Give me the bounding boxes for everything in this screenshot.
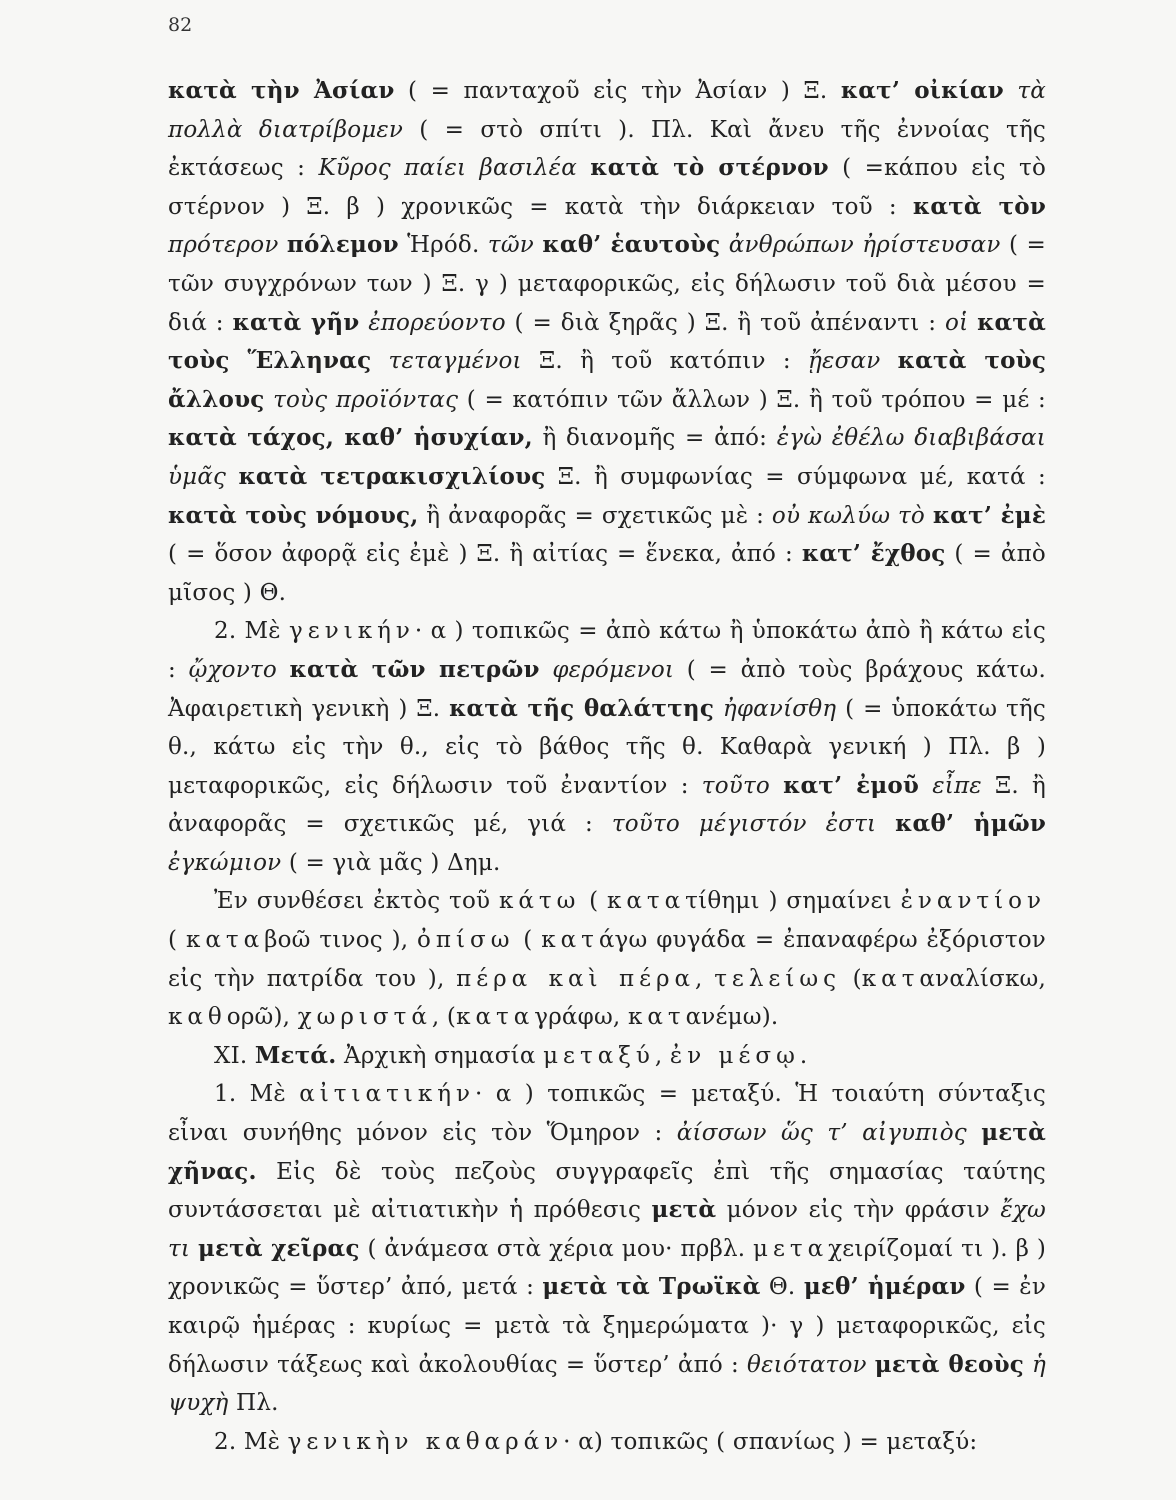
spaced-term: κατ bbox=[541, 927, 599, 954]
text-run: , ( bbox=[431, 1004, 457, 1031]
italic-quote: τοῦτο μέγιστόν ἐστι bbox=[611, 811, 877, 838]
italic-quote: οὐ κωλύω τὸ bbox=[771, 502, 925, 529]
italic-quote: ἡ ψυχὴ bbox=[168, 1351, 1047, 1417]
paragraph bbox=[168, 72, 1046, 612]
text-run bbox=[967, 1120, 981, 1146]
text-run bbox=[190, 1236, 198, 1262]
text-run: ( = ὅσον ἀφορᾷ εἰς ἐμὲ ) Ξ. ἢ αἰτίας = ἕνεκα, ἀπό : bbox=[168, 541, 802, 568]
text-run: ἢ διανομῆς = ἀπό: bbox=[532, 425, 777, 452]
bold-term: μετὰ τὰ Τρωϊκὰ bbox=[542, 1273, 761, 1301]
text-run bbox=[925, 503, 933, 529]
spaced-term: ἐν μέσῳ bbox=[669, 1042, 800, 1069]
text-run: 2. Μὲ bbox=[214, 1428, 288, 1455]
spaced-term: καθ bbox=[168, 1004, 227, 1031]
bold-term: μετὰ θεοὺς bbox=[874, 1350, 1024, 1378]
text-run bbox=[277, 657, 290, 683]
spaced-term: χωριστά bbox=[297, 1004, 432, 1031]
text-run: Εἰς δὲ τοὺς πεζοὺς συγγραφεῖς ἐπὶ τῆς σημασίας ταύτης συντάσσεται μὲ αἰτιατικὴν ἡ πρόθεσις bbox=[168, 1158, 1046, 1224]
text-run: · α) τοπικῶς ( σπανίως ) = μεταξύ: bbox=[563, 1428, 978, 1455]
bold-term: κατὰ τὴν Ἀσίαν bbox=[168, 77, 395, 104]
text-run: Ἡρόδ. bbox=[398, 232, 488, 259]
spaced-term: μεταξύ bbox=[543, 1042, 655, 1069]
bold-term: κατὰ τοὺς νόμους, bbox=[168, 501, 419, 529]
paragraph bbox=[168, 1423, 1046, 1462]
text-run: ( ἀνάμεσα στὰ χέρια μου· πρβλ. bbox=[359, 1235, 754, 1262]
text-run: ( = στὸ σπίτι ). Πλ. Καὶ ἄνευ τῆς ἐννοίας τῆς ἐκτάσεως : bbox=[168, 116, 1047, 182]
text-run: Θ. bbox=[760, 1274, 804, 1301]
text-run bbox=[720, 232, 728, 258]
bold-term: Μετά. bbox=[254, 1041, 337, 1069]
text-run: . bbox=[799, 1042, 808, 1069]
text-run: ( = ἀπὸ τοὺς βράχους κάτω. Ἀφαιρετικὴ γενικὴ ) Ξ. bbox=[168, 656, 1046, 722]
text-run bbox=[880, 348, 897, 374]
spaced-term: κατα bbox=[456, 1004, 535, 1031]
bold-term: καθ’ ἑαυτοὺς bbox=[542, 231, 721, 259]
text-run bbox=[770, 773, 783, 799]
text-run bbox=[1004, 78, 1017, 104]
text-run bbox=[371, 348, 388, 374]
paragraph bbox=[168, 612, 1046, 882]
bold-term: κατ’ ἐμοῦ bbox=[783, 771, 920, 799]
bold-term: κατὰ γῆν bbox=[232, 308, 360, 336]
paragraph bbox=[168, 1037, 1046, 1076]
text-run: μόνον εἰς τὴν φράσιν bbox=[716, 1197, 1001, 1224]
spaced-term: γενικὴν καθαράν bbox=[287, 1428, 564, 1455]
bold-term: κατὰ τὸ στέρνον bbox=[590, 154, 829, 182]
text-run: Ἀρχικὴ σημασία bbox=[336, 1042, 544, 1069]
paragraph bbox=[168, 1075, 1046, 1422]
italic-quote: ἐγκώμιον bbox=[168, 849, 282, 876]
italic-quote: ἀίσσων ὥς τ’ αἰγυπιὸς bbox=[676, 1120, 967, 1147]
italic-quote: θειότατον bbox=[747, 1351, 867, 1378]
text-run: Ξ. ἢ ἀναφορᾶς = σχετικῶς μέ, γιά : bbox=[168, 772, 1047, 838]
text-run bbox=[577, 155, 590, 181]
bold-term: κατὰ τάχος, καθ’ ἡσυχίαν, bbox=[168, 424, 533, 452]
spaced-term: αἰτιατικήν bbox=[299, 1081, 475, 1108]
bold-term: μετὰ χῆνας. bbox=[168, 1119, 1046, 1185]
text-run: , bbox=[695, 965, 715, 992]
text-run: ( = γιὰ μᾶς ) Δημ. bbox=[281, 849, 501, 876]
text-run: XI. bbox=[214, 1042, 255, 1069]
italic-quote: τὰ πολλὰ διατρίβομεν bbox=[168, 78, 1047, 143]
text-run: ( bbox=[580, 888, 607, 915]
text-run: 2. Μὲ bbox=[214, 618, 290, 645]
italic-quote: τῶν bbox=[487, 232, 534, 259]
italic-quote: τεταγμένοι bbox=[388, 348, 522, 375]
bold-term: μετὰ bbox=[651, 1196, 717, 1224]
text-run: ( = ὑποκάτω τῆς θ., κάτω εἰς τὴν θ., εἰς τὸ βάθος τῆς θ. Καθαρὰ γενική ) Πλ. β ) μεταφορικῶς, εἰς δήλωσιν τοῦ ἐναντίον : bbox=[168, 695, 1046, 799]
body-text bbox=[168, 72, 1046, 1461]
text-run bbox=[359, 310, 368, 336]
bold-term: κατὰ τὸν bbox=[912, 192, 1046, 220]
italic-quote: πρότερον bbox=[168, 232, 279, 259]
text-run: ( = τῶν συγχρόνων των ) Ξ. γ ) μεταφορικῶς, εἰς δήλωσιν τοῦ διὰ μέσου = διά : bbox=[168, 232, 1047, 336]
spaced-term: κατα bbox=[185, 927, 265, 954]
spaced-term: κατα bbox=[607, 888, 686, 915]
bold-term: κατὰ τῆς θαλάττης bbox=[449, 694, 715, 722]
text-run: ( bbox=[840, 965, 862, 992]
text-run bbox=[1024, 1352, 1032, 1378]
bold-term: κατ’ ἐμὲ bbox=[932, 501, 1047, 529]
text-run: αναλίσκω, bbox=[919, 965, 1047, 992]
spaced-term: κατ bbox=[861, 965, 920, 992]
italic-quote: Κῦρος παίει βασιλέα bbox=[318, 155, 577, 182]
bold-term: κατὰ τοὺς ἄλλους bbox=[168, 347, 1047, 413]
text-run: ( = πανταχοῦ εἰς τὴν Ἀσίαν ) Ξ. bbox=[394, 78, 841, 104]
spaced-term: πέρα καὶ πέρα bbox=[456, 965, 696, 992]
text-run: Ἐν συνθέσει ἐκτὸς τοῦ bbox=[214, 888, 499, 915]
bold-term: κατὰ τετρακισχιλίους bbox=[238, 462, 546, 490]
text-run: τίθημι ) σημαίνει bbox=[685, 888, 901, 915]
text-run: χειρίζομαί τι ). β ) χρονικῶς = ὕστερ’ ἀπό, μετά : bbox=[168, 1235, 1047, 1301]
italic-quote: ἠφανίσθη bbox=[722, 695, 837, 722]
text-run: ( = διὰ ξηρᾶς ) Ξ. ἢ τοῦ ἀπέναντι : bbox=[505, 309, 946, 336]
bold-term: κατ’ ἔχθος bbox=[801, 540, 946, 568]
page-number: 82 bbox=[168, 14, 193, 36]
text-run: , bbox=[654, 1042, 670, 1069]
italic-quote: ᾔεσαν bbox=[808, 348, 881, 375]
bold-term: καθ’ ἡμῶν bbox=[895, 810, 1046, 838]
text-run bbox=[264, 387, 273, 413]
bold-term: κατὰ τῶν πετρῶν bbox=[289, 655, 540, 683]
text-run: · α ) τοπικῶς = ἀπὸ κάτω ἢ ὑποκάτω ἀπὸ ἢ κάτω εἰς : bbox=[168, 618, 1046, 683]
bold-term: μετὰ χεῖρας bbox=[197, 1234, 360, 1262]
text-run bbox=[867, 1352, 875, 1378]
text-run: Ξ. ἢ τοῦ κατόπιν : bbox=[521, 348, 809, 375]
text-run: ( = κατόπιν τῶν ἄλλων ) Ξ. ἢ τοῦ τρόπου = μέ : bbox=[458, 386, 1047, 413]
italic-quote: φερόμενοι bbox=[552, 656, 675, 683]
text-run: ( bbox=[514, 927, 542, 954]
italic-quote: ἀνθρώπων ἠρίστευσαν bbox=[728, 232, 1001, 259]
italic-quote: εἶπε bbox=[932, 772, 982, 799]
text-run: ( =κάπου εἰς τὸ στέρνον ) Ξ. β ) χρονικῶς = κατὰ τὴν διάρκειαν τοῦ : bbox=[168, 155, 1046, 220]
spaced-term: ὀπίσω bbox=[417, 927, 515, 954]
text-run: Πλ. bbox=[228, 1390, 279, 1417]
text-run: γράφω, bbox=[534, 1004, 628, 1031]
text-run: βοῶ τινος ), bbox=[264, 927, 418, 954]
text-run: Ξ. ἢ συμφωνίας = σύμφωνα μέ, κατά : bbox=[545, 463, 1046, 490]
italic-quote: ἔχω τι bbox=[168, 1197, 1046, 1262]
italic-quote: τοῦτο bbox=[701, 772, 770, 799]
text-run bbox=[279, 232, 287, 258]
text-run bbox=[876, 811, 895, 837]
text-run: ( bbox=[168, 927, 186, 954]
text-run bbox=[540, 657, 553, 683]
text-run: ανέμω). bbox=[685, 1004, 779, 1031]
italic-quote: ἐπορεύοντο bbox=[368, 309, 506, 336]
paragraph bbox=[168, 882, 1046, 1036]
text-run bbox=[919, 773, 932, 799]
spaced-term: κάτω bbox=[498, 888, 581, 915]
text-run: ( = ἐν καιρῷ ἡμέρας : κυρίως = μετὰ τὰ ξημερώματα )· γ ) μεταφορικῶς, εἰς δήλωσιν τάξεως καὶ ἀκολουθίας = ὕστερ’ ἀπό : bbox=[168, 1274, 1047, 1378]
italic-quote: ᾤχοντο bbox=[188, 656, 277, 683]
bold-term: μεθ’ ἡμέραν bbox=[803, 1273, 966, 1301]
italic-quote: οἱ bbox=[945, 309, 969, 336]
italic-quote: ἐγὼ ἐθέλω διαβιβάσαι ὑμᾶς bbox=[168, 425, 1046, 490]
bold-term: πόλεμον bbox=[286, 231, 399, 259]
spaced-term: ἐναντίον bbox=[900, 888, 1047, 915]
text-run: ἢ ἀναφορᾶς = σχετικῶς μὲ : bbox=[418, 502, 772, 529]
spaced-term: τελείως bbox=[714, 965, 841, 992]
text-run: 1. Μὲ bbox=[214, 1081, 300, 1108]
spaced-term: κατ bbox=[627, 1004, 686, 1031]
text-run bbox=[226, 464, 238, 490]
text-run: άγω φυγάδα = ἐπαναφέρω ἐξόριστον εἰς τὴν πατρίδα του ), bbox=[168, 927, 1046, 992]
spaced-term: γενικήν bbox=[289, 618, 415, 645]
text-run bbox=[968, 310, 977, 336]
text-run bbox=[714, 696, 723, 722]
text-run: ορῶ), bbox=[226, 1004, 298, 1031]
italic-quote: τοὺς προϊόντας bbox=[273, 386, 459, 413]
text-run: · α ) τοπικῶς = μεταξύ. Ἡ τοιαύτη σύνταξις εἶναι συνήθης μόνον εἰς τὸν Ὅμηρον : bbox=[168, 1081, 1046, 1147]
bold-term: κατὰ τοὺς Ἕλληνας bbox=[168, 308, 1047, 375]
spaced-term: μετα bbox=[753, 1235, 829, 1262]
text-run: ( = ἀπὸ μῖσος ) Θ. bbox=[168, 541, 1046, 606]
bold-term: κατ’ οἰκίαν bbox=[840, 77, 1004, 104]
